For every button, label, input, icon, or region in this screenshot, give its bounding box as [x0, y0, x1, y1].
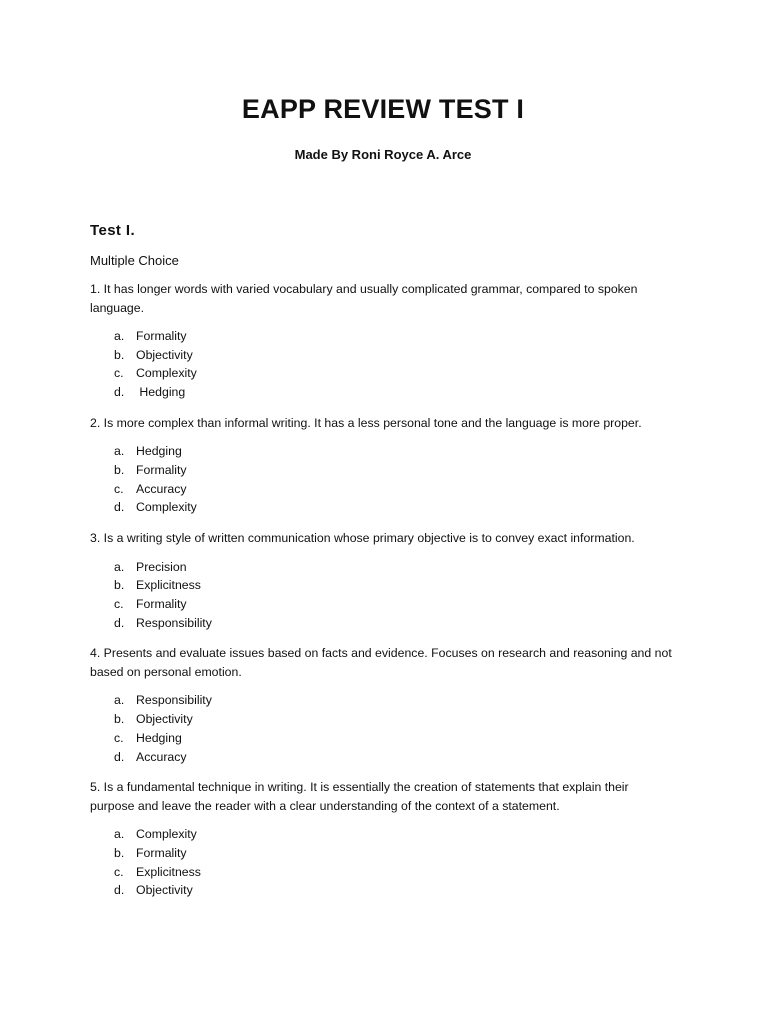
choice-letter: b. — [114, 347, 125, 362]
choice-item — [114, 327, 676, 346]
choice-letter: b. — [114, 463, 125, 478]
choice-item — [114, 498, 676, 517]
choice-text: Explicitness — [136, 578, 201, 593]
choice-item — [114, 748, 676, 767]
choice-letter: d. — [114, 749, 125, 764]
choice-item — [114, 576, 676, 595]
choice-item — [114, 442, 676, 461]
choice-letter: c. — [114, 730, 124, 745]
choice-text: Precision — [136, 559, 187, 574]
choice-item — [114, 844, 676, 863]
choice-letter: c. — [114, 597, 124, 612]
choice-text: Explicitness — [136, 864, 201, 879]
choice-letter: a. — [114, 444, 125, 459]
question-text: 5. Is a fundamental technique in writing. It is essentially the creation of statements that explain their purpose and leave the reader with a clear understanding of the context of a statement. — [90, 780, 629, 813]
choice-text: Responsibility — [136, 693, 212, 708]
choice-letter: a. — [114, 693, 125, 708]
choice-letter: d. — [114, 615, 125, 630]
choice-item — [114, 480, 676, 499]
choice-text: Hedging — [136, 730, 182, 745]
choice-text: Objectivity — [136, 712, 193, 727]
choice-text: Formality — [136, 329, 187, 343]
choice-item — [114, 729, 676, 748]
choice-text: Accuracy — [136, 481, 187, 496]
choice-list — [90, 825, 676, 900]
choice-letter: d. — [114, 883, 125, 898]
choice-item — [114, 595, 676, 614]
choice-letter: c. — [114, 366, 124, 381]
question-text: 2. Is more complex than informal writing. It has a less personal tone and the language is more proper. — [90, 415, 642, 430]
choice-item — [114, 825, 676, 844]
section-heading: Test I. — [90, 222, 136, 239]
choice-text: Formality — [136, 463, 187, 478]
question-5 — [90, 778, 676, 900]
choice-item — [114, 881, 676, 900]
choice-list — [90, 558, 676, 633]
choice-text: Objectivity — [136, 347, 193, 362]
choice-text: Objectivity — [136, 883, 193, 898]
choice-letter: a. — [114, 559, 125, 574]
choice-item — [114, 614, 676, 633]
choice-letter: c. — [114, 481, 124, 496]
author-line: Made By Roni Royce A. Arce — [294, 147, 472, 162]
question-3 — [90, 529, 676, 632]
choice-text: Complexity — [136, 500, 197, 515]
choice-item — [114, 364, 676, 383]
question-4 — [90, 644, 676, 766]
choice-text: Accuracy — [136, 749, 187, 764]
choice-letter: c. — [114, 864, 124, 879]
choice-letter: a. — [114, 827, 125, 842]
section-subheading: Multiple Choice — [90, 253, 179, 268]
choice-letter: d. — [114, 500, 125, 515]
choice-text: Responsibility — [136, 615, 212, 630]
choice-letter: b. — [114, 578, 125, 593]
question-text: 4. Presents and evaluate issues based on facts and evidence. Focuses on research and reasoning and not based on personal emotion. — [90, 646, 672, 679]
choice-item — [114, 383, 676, 402]
choice-item — [114, 346, 676, 365]
document-title: EAPP REVIEW TEST I — [241, 94, 525, 124]
choice-letter: b. — [114, 845, 125, 860]
choice-text: Complexity — [136, 366, 197, 381]
question-1 — [90, 280, 676, 402]
choice-text: Hedging — [136, 444, 182, 459]
choice-text: Formality — [136, 597, 187, 612]
choice-item — [114, 558, 676, 577]
question-text: 3. Is a writing style of written communication whose primary objective is to convey exact information. — [90, 531, 635, 546]
choice-text: Formality — [136, 845, 187, 860]
choice-letter: a. — [114, 329, 125, 343]
choice-text: Hedging — [136, 385, 186, 400]
question-text: 1. It has longer words with varied vocabulary and usually complicated grammar, compared to spoken language. — [90, 282, 638, 315]
choice-item — [114, 461, 676, 480]
choice-list — [90, 327, 676, 402]
choice-letter: b. — [114, 712, 125, 727]
choice-text: Complexity — [136, 827, 197, 842]
choice-list — [90, 442, 676, 517]
choice-item — [114, 710, 676, 729]
choice-item — [114, 691, 676, 710]
question-2 — [90, 414, 676, 517]
choice-list — [90, 691, 676, 766]
choice-item — [114, 863, 676, 882]
choice-letter: d. — [114, 385, 125, 400]
